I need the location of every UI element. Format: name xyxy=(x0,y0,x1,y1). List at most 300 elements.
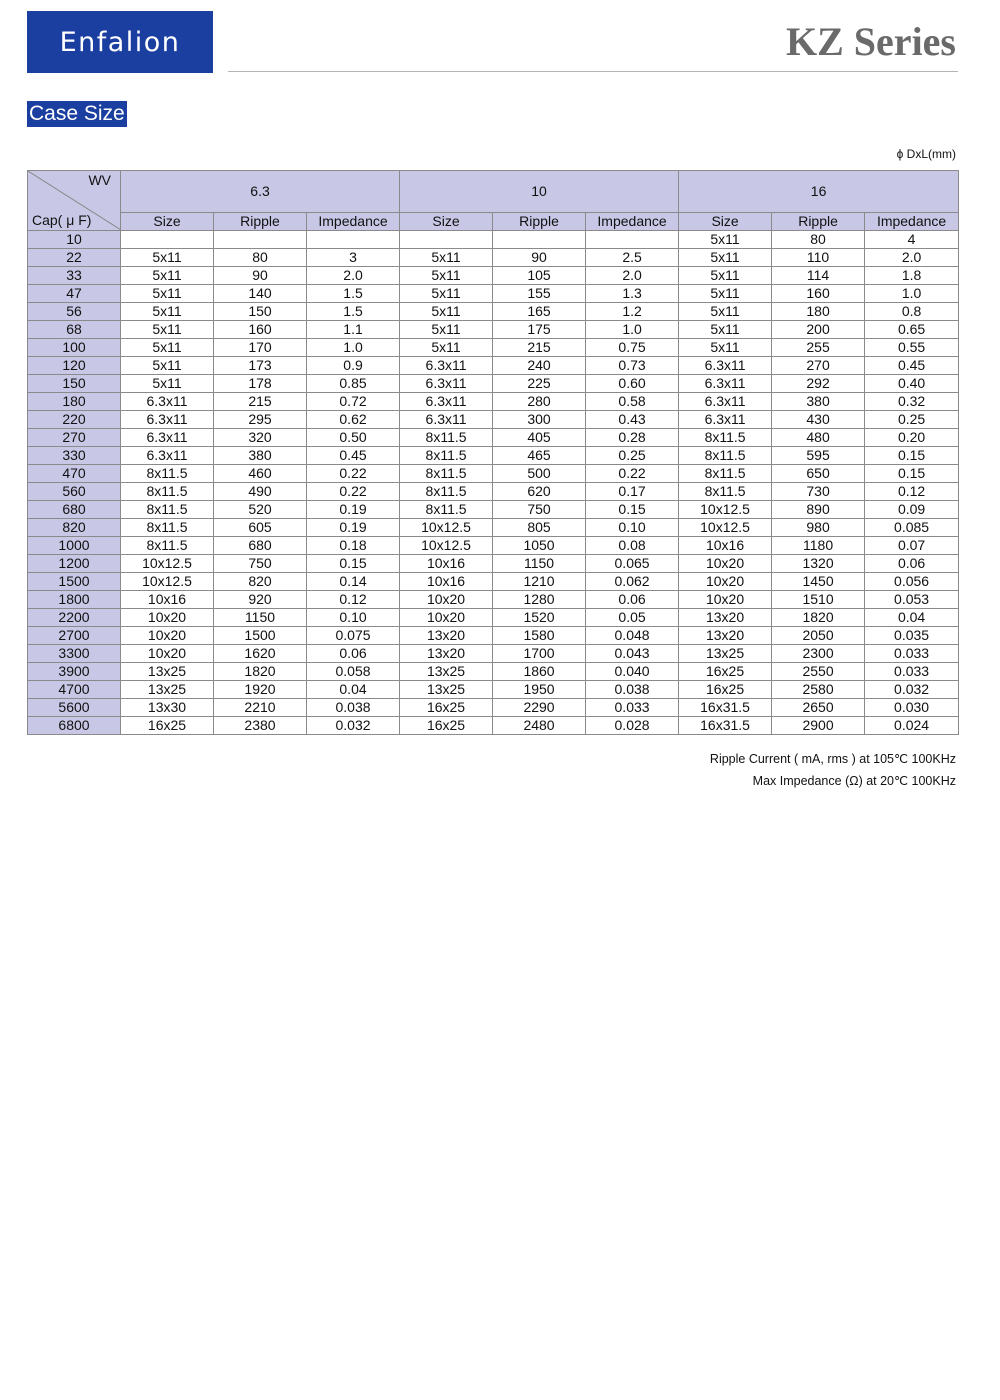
size-cell: 6.3x11 xyxy=(121,447,214,465)
table-row xyxy=(28,627,959,645)
impedance-cell: 0.06 xyxy=(586,591,679,609)
ripple-cell: 500 xyxy=(493,465,586,483)
table-row xyxy=(28,609,959,627)
ripple-cell: 150 xyxy=(214,303,307,321)
size-cell: 5x11 xyxy=(121,267,214,285)
ripple-cell: 255 xyxy=(772,339,865,357)
size-cell: 8x11.5 xyxy=(679,465,772,483)
ripple-cell: 465 xyxy=(493,447,586,465)
impedance-cell: 0.033 xyxy=(865,663,959,681)
impedance-cell: 0.22 xyxy=(307,483,400,501)
impedance-cell: 0.20 xyxy=(865,429,959,447)
ripple-cell: 200 xyxy=(772,321,865,339)
size-cell: 10x20 xyxy=(679,591,772,609)
size-cell: 6.3x11 xyxy=(400,375,493,393)
cap-cell: 56 xyxy=(28,303,121,321)
table-row xyxy=(28,681,959,699)
ripple-cell: 160 xyxy=(772,285,865,303)
size-cell: 10x20 xyxy=(400,609,493,627)
impedance-cell: 0.10 xyxy=(307,609,400,627)
size-cell: 13x20 xyxy=(400,627,493,645)
size-cell: 13x25 xyxy=(121,663,214,681)
ripple-cell: 2290 xyxy=(493,699,586,717)
size-cell: 13x25 xyxy=(400,663,493,681)
impedance-cell: 0.05 xyxy=(586,609,679,627)
impedance-cell: 0.8 xyxy=(865,303,959,321)
cap-cell: 6800 xyxy=(28,717,121,735)
size-cell: 8x11.5 xyxy=(121,537,214,555)
ripple-cell: 1620 xyxy=(214,645,307,663)
table-row xyxy=(28,447,959,465)
impedance-cell: 0.15 xyxy=(865,447,959,465)
impedance-cell xyxy=(307,231,400,249)
column-header-ripple: Ripple xyxy=(772,212,865,230)
cap-cell: 4700 xyxy=(28,681,121,699)
size-cell: 10x20 xyxy=(121,609,214,627)
ripple-cell: 1450 xyxy=(772,573,865,591)
size-cell: 6.3x11 xyxy=(121,411,214,429)
cap-cell: 470 xyxy=(28,465,121,483)
size-cell: 16x25 xyxy=(400,699,493,717)
table-row xyxy=(28,501,959,519)
impedance-cell: 1.8 xyxy=(865,267,959,285)
impedance-cell: 0.45 xyxy=(865,357,959,375)
ripple-cell: 178 xyxy=(214,375,307,393)
size-cell: 8x11.5 xyxy=(679,483,772,501)
impedance-cell: 1.5 xyxy=(307,303,400,321)
size-cell: 10x20 xyxy=(121,627,214,645)
ripple-cell: 520 xyxy=(214,501,307,519)
column-header-impedance: Impedance xyxy=(307,212,400,230)
ripple-cell: 620 xyxy=(493,483,586,501)
table-row xyxy=(28,267,959,285)
ripple-cell: 2380 xyxy=(214,717,307,735)
impedance-cell: 1.5 xyxy=(307,285,400,303)
impedance-cell: 0.9 xyxy=(307,357,400,375)
impedance-cell: 0.72 xyxy=(307,393,400,411)
cap-cell: 820 xyxy=(28,519,121,537)
table-row xyxy=(28,483,959,501)
table-row xyxy=(28,573,959,591)
cap-cell: 47 xyxy=(28,285,121,303)
size-cell: 8x11.5 xyxy=(121,501,214,519)
impedance-cell: 0.19 xyxy=(307,501,400,519)
impedance-cell: 1.0 xyxy=(586,321,679,339)
size-cell: 10x12.5 xyxy=(400,519,493,537)
table-row xyxy=(28,249,959,267)
impedance-cell: 0.25 xyxy=(865,411,959,429)
size-cell: 8x11.5 xyxy=(400,501,493,519)
impedance-cell: 0.030 xyxy=(865,699,959,717)
impedance-cell: 0.62 xyxy=(307,411,400,429)
ripple-cell: 270 xyxy=(772,357,865,375)
size-cell: 6.3x11 xyxy=(400,393,493,411)
ripple-cell: 292 xyxy=(772,375,865,393)
table-row xyxy=(28,429,959,447)
size-cell: 10x16 xyxy=(400,555,493,573)
impedance-cell: 0.15 xyxy=(307,555,400,573)
cap-cell: 3900 xyxy=(28,663,121,681)
size-cell: 16x25 xyxy=(121,717,214,735)
size-cell: 5x11 xyxy=(121,303,214,321)
ripple-cell: 155 xyxy=(493,285,586,303)
size-cell: 5x11 xyxy=(121,375,214,393)
size-cell: 5x11 xyxy=(679,231,772,249)
impedance-cell: 0.12 xyxy=(865,483,959,501)
ripple-cell: 2580 xyxy=(772,681,865,699)
table-row xyxy=(28,375,959,393)
ripple-cell: 2050 xyxy=(772,627,865,645)
impedance-cell: 0.22 xyxy=(307,465,400,483)
size-cell: 10x20 xyxy=(679,555,772,573)
ripple-cell: 173 xyxy=(214,357,307,375)
size-cell: 5x11 xyxy=(121,321,214,339)
ripple-cell: 820 xyxy=(214,573,307,591)
ripple-cell: 650 xyxy=(772,465,865,483)
cap-cell: 10 xyxy=(28,231,121,249)
table-row xyxy=(28,555,959,573)
ripple-cell: 380 xyxy=(772,393,865,411)
impedance-cell: 1.2 xyxy=(586,303,679,321)
ripple-cell: 730 xyxy=(772,483,865,501)
ripple-cell: 295 xyxy=(214,411,307,429)
impedance-cell: 0.58 xyxy=(586,393,679,411)
impedance-cell: 0.65 xyxy=(865,321,959,339)
size-cell: 10x16 xyxy=(400,573,493,591)
ripple-footnote: Ripple Current ( mA, rms ) at 105℃ 100KHz xyxy=(709,752,956,766)
ripple-cell: 980 xyxy=(772,519,865,537)
impedance-cell: 0.40 xyxy=(865,375,959,393)
cap-cell: 2700 xyxy=(28,627,121,645)
cap-cell: 220 xyxy=(28,411,121,429)
size-cell: 5x11 xyxy=(679,303,772,321)
column-header-impedance: Impedance xyxy=(865,212,959,230)
table-row xyxy=(28,645,959,663)
column-header-impedance: Impedance xyxy=(586,212,679,230)
ripple-cell: 2210 xyxy=(214,699,307,717)
ripple-cell: 280 xyxy=(493,393,586,411)
ripple-cell: 430 xyxy=(772,411,865,429)
impedance-cell: 0.50 xyxy=(307,429,400,447)
size-cell: 13x20 xyxy=(400,645,493,663)
size-cell: 13x25 xyxy=(400,681,493,699)
impedance-cell: 0.09 xyxy=(865,501,959,519)
size-cell: 10x16 xyxy=(121,591,214,609)
ripple-cell: 480 xyxy=(772,429,865,447)
corner-header xyxy=(28,171,121,231)
ripple-cell: 240 xyxy=(493,357,586,375)
impedance-cell: 0.032 xyxy=(307,717,400,735)
impedance-cell: 0.14 xyxy=(307,573,400,591)
cap-cell: 3300 xyxy=(28,645,121,663)
size-cell: 5x11 xyxy=(679,339,772,357)
size-cell: 5x11 xyxy=(400,249,493,267)
impedance-cell: 0.048 xyxy=(586,627,679,645)
size-cell: 6.3x11 xyxy=(679,357,772,375)
impedance-cell: 0.056 xyxy=(865,573,959,591)
impedance-cell: 0.45 xyxy=(307,447,400,465)
cap-cell: 330 xyxy=(28,447,121,465)
size-cell: 10x20 xyxy=(121,645,214,663)
table-row xyxy=(28,591,959,609)
ripple-cell: 605 xyxy=(214,519,307,537)
ripple-cell: 460 xyxy=(214,465,307,483)
cap-cell: 33 xyxy=(28,267,121,285)
ripple-cell: 380 xyxy=(214,447,307,465)
ripple-cell: 750 xyxy=(214,555,307,573)
cap-cell: 5600 xyxy=(28,699,121,717)
size-cell: 5x11 xyxy=(121,249,214,267)
impedance-cell: 0.062 xyxy=(586,573,679,591)
ripple-cell: 140 xyxy=(214,285,307,303)
impedance-footnote: Max Impedance (Ω) at 20℃ 100KHz xyxy=(752,774,956,788)
table-row xyxy=(28,465,959,483)
size-cell: 16x25 xyxy=(400,717,493,735)
impedance-cell: 4 xyxy=(865,231,959,249)
table-row xyxy=(28,699,959,717)
voltage-header: 6.3 xyxy=(121,171,400,213)
ripple-cell xyxy=(214,231,307,249)
ripple-cell xyxy=(493,231,586,249)
section-label: Case Size xyxy=(29,102,125,125)
table-row xyxy=(28,717,959,735)
ripple-cell: 1820 xyxy=(214,663,307,681)
ripple-cell: 490 xyxy=(214,483,307,501)
voltage-header: 10 xyxy=(400,171,679,213)
ripple-cell: 80 xyxy=(214,249,307,267)
size-cell: 5x11 xyxy=(400,303,493,321)
ripple-cell: 160 xyxy=(214,321,307,339)
impedance-cell: 0.040 xyxy=(586,663,679,681)
table-row xyxy=(28,393,959,411)
table-row xyxy=(28,411,959,429)
impedance-cell: 0.058 xyxy=(307,663,400,681)
ripple-cell: 920 xyxy=(214,591,307,609)
impedance-cell: 0.43 xyxy=(586,411,679,429)
impedance-cell: 0.065 xyxy=(586,555,679,573)
size-cell xyxy=(121,231,214,249)
table-row xyxy=(28,303,959,321)
impedance-cell: 0.15 xyxy=(865,465,959,483)
size-cell: 6.3x11 xyxy=(121,393,214,411)
impedance-cell: 0.032 xyxy=(865,681,959,699)
impedance-cell: 0.25 xyxy=(586,447,679,465)
unit-note: ϕ DxL(mm) xyxy=(896,147,956,161)
impedance-cell: 0.033 xyxy=(586,699,679,717)
cap-cell: 120 xyxy=(28,357,121,375)
size-cell: 10x12.5 xyxy=(679,501,772,519)
impedance-cell: 1.3 xyxy=(586,285,679,303)
impedance-cell: 2.0 xyxy=(307,267,400,285)
cap-cell: 1500 xyxy=(28,573,121,591)
ripple-cell: 595 xyxy=(772,447,865,465)
ripple-cell: 320 xyxy=(214,429,307,447)
table-row xyxy=(28,357,959,375)
size-cell: 16x25 xyxy=(679,663,772,681)
table-row xyxy=(28,231,959,249)
brand-logo: Enfalion xyxy=(27,11,213,73)
ripple-cell: 1280 xyxy=(493,591,586,609)
cap-cell: 1000 xyxy=(28,537,121,555)
size-cell: 10x16 xyxy=(679,537,772,555)
ripple-cell: 805 xyxy=(493,519,586,537)
ripple-cell: 170 xyxy=(214,339,307,357)
impedance-cell: 0.04 xyxy=(307,681,400,699)
ripple-cell: 1820 xyxy=(772,609,865,627)
case-size-table xyxy=(27,170,959,735)
impedance-cell: 0.06 xyxy=(307,645,400,663)
ripple-cell: 1580 xyxy=(493,627,586,645)
cap-cell: 560 xyxy=(28,483,121,501)
ripple-cell: 300 xyxy=(493,411,586,429)
size-cell: 5x11 xyxy=(400,267,493,285)
size-cell: 6.3x11 xyxy=(679,393,772,411)
impedance-cell: 0.17 xyxy=(586,483,679,501)
cap-cell: 68 xyxy=(28,321,121,339)
ripple-cell: 2550 xyxy=(772,663,865,681)
impedance-cell: 0.10 xyxy=(586,519,679,537)
cap-cell: 180 xyxy=(28,393,121,411)
size-cell: 10x20 xyxy=(679,573,772,591)
table-row xyxy=(28,321,959,339)
column-header-size: Size xyxy=(400,212,493,230)
cap-cell: 270 xyxy=(28,429,121,447)
table-body xyxy=(28,231,959,735)
ripple-cell: 110 xyxy=(772,249,865,267)
ripple-cell: 1860 xyxy=(493,663,586,681)
size-cell: 8x11.5 xyxy=(400,429,493,447)
size-cell: 10x12.5 xyxy=(679,519,772,537)
impedance-cell: 0.043 xyxy=(586,645,679,663)
column-header-size: Size xyxy=(679,212,772,230)
impedance-cell: 0.85 xyxy=(307,375,400,393)
ripple-cell: 1700 xyxy=(493,645,586,663)
impedance-cell: 0.04 xyxy=(865,609,959,627)
size-cell: 6.3x11 xyxy=(400,411,493,429)
size-cell: 16x31.5 xyxy=(679,699,772,717)
cap-cell: 100 xyxy=(28,339,121,357)
size-cell: 13x30 xyxy=(121,699,214,717)
cap-cell: 22 xyxy=(28,249,121,267)
table-row xyxy=(28,537,959,555)
size-cell: 5x11 xyxy=(121,285,214,303)
size-cell: 10x20 xyxy=(400,591,493,609)
ripple-cell: 2300 xyxy=(772,645,865,663)
size-cell: 5x11 xyxy=(679,321,772,339)
ripple-cell: 2650 xyxy=(772,699,865,717)
ripple-cell: 1050 xyxy=(493,537,586,555)
ripple-cell: 165 xyxy=(493,303,586,321)
ripple-cell: 1510 xyxy=(772,591,865,609)
ripple-cell: 90 xyxy=(493,249,586,267)
size-cell: 13x20 xyxy=(679,627,772,645)
column-header-size: Size xyxy=(121,212,214,230)
size-cell: 5x11 xyxy=(679,285,772,303)
cap-cell: 680 xyxy=(28,501,121,519)
cap-cell: 1800 xyxy=(28,591,121,609)
size-cell: 8x11.5 xyxy=(121,465,214,483)
ripple-cell: 180 xyxy=(772,303,865,321)
impedance-cell: 1.0 xyxy=(307,339,400,357)
table-row xyxy=(28,519,959,537)
impedance-cell: 0.18 xyxy=(307,537,400,555)
header-divider xyxy=(228,71,958,72)
size-cell: 5x11 xyxy=(400,285,493,303)
size-cell: 6.3x11 xyxy=(679,375,772,393)
impedance-cell: 0.06 xyxy=(865,555,959,573)
size-cell: 8x11.5 xyxy=(679,429,772,447)
ripple-cell: 680 xyxy=(214,537,307,555)
size-cell: 6.3x11 xyxy=(400,357,493,375)
ripple-cell: 114 xyxy=(772,267,865,285)
ripple-cell: 2900 xyxy=(772,717,865,735)
ripple-cell: 1950 xyxy=(493,681,586,699)
ripple-cell: 90 xyxy=(214,267,307,285)
size-cell: 8x11.5 xyxy=(679,447,772,465)
size-cell: 10x12.5 xyxy=(400,537,493,555)
ripple-cell: 225 xyxy=(493,375,586,393)
impedance-cell: 0.038 xyxy=(307,699,400,717)
impedance-cell: 0.60 xyxy=(586,375,679,393)
series-title: KZ Series xyxy=(786,19,956,64)
impedance-cell: 0.075 xyxy=(307,627,400,645)
ripple-cell: 750 xyxy=(493,501,586,519)
ripple-cell: 1920 xyxy=(214,681,307,699)
size-cell: 5x11 xyxy=(400,339,493,357)
corner-cap-label: Cap( μ F) xyxy=(32,212,92,228)
impedance-cell: 0.035 xyxy=(865,627,959,645)
size-cell: 13x25 xyxy=(679,645,772,663)
ripple-cell: 405 xyxy=(493,429,586,447)
size-cell: 5x11 xyxy=(121,357,214,375)
impedance-cell: 0.73 xyxy=(586,357,679,375)
ripple-cell: 1150 xyxy=(493,555,586,573)
impedance-cell: 0.033 xyxy=(865,645,959,663)
ripple-cell: 215 xyxy=(214,393,307,411)
impedance-cell xyxy=(586,231,679,249)
impedance-cell: 2.5 xyxy=(586,249,679,267)
ripple-cell: 1150 xyxy=(214,609,307,627)
impedance-cell: 0.12 xyxy=(307,591,400,609)
size-cell: 6.3x11 xyxy=(679,411,772,429)
impedance-cell: 0.15 xyxy=(586,501,679,519)
size-cell: 13x20 xyxy=(679,609,772,627)
ripple-cell: 1210 xyxy=(493,573,586,591)
impedance-cell: 3 xyxy=(307,249,400,267)
impedance-cell: 0.053 xyxy=(865,591,959,609)
impedance-cell: 1.0 xyxy=(865,285,959,303)
table-row xyxy=(28,663,959,681)
impedance-cell: 0.08 xyxy=(586,537,679,555)
corner-wv-label: WV xyxy=(88,172,111,188)
impedance-cell: 0.024 xyxy=(865,717,959,735)
impedance-cell: 0.22 xyxy=(586,465,679,483)
ripple-cell: 175 xyxy=(493,321,586,339)
size-cell xyxy=(400,231,493,249)
size-cell: 16x31.5 xyxy=(679,717,772,735)
size-cell: 5x11 xyxy=(679,249,772,267)
cap-cell: 2200 xyxy=(28,609,121,627)
impedance-cell: 0.038 xyxy=(586,681,679,699)
ripple-cell: 1500 xyxy=(214,627,307,645)
impedance-cell: 0.55 xyxy=(865,339,959,357)
table-row xyxy=(28,339,959,357)
voltage-header: 16 xyxy=(679,171,959,213)
size-cell: 5x11 xyxy=(400,321,493,339)
size-cell: 8x11.5 xyxy=(400,483,493,501)
impedance-cell: 0.085 xyxy=(865,519,959,537)
ripple-cell: 1180 xyxy=(772,537,865,555)
